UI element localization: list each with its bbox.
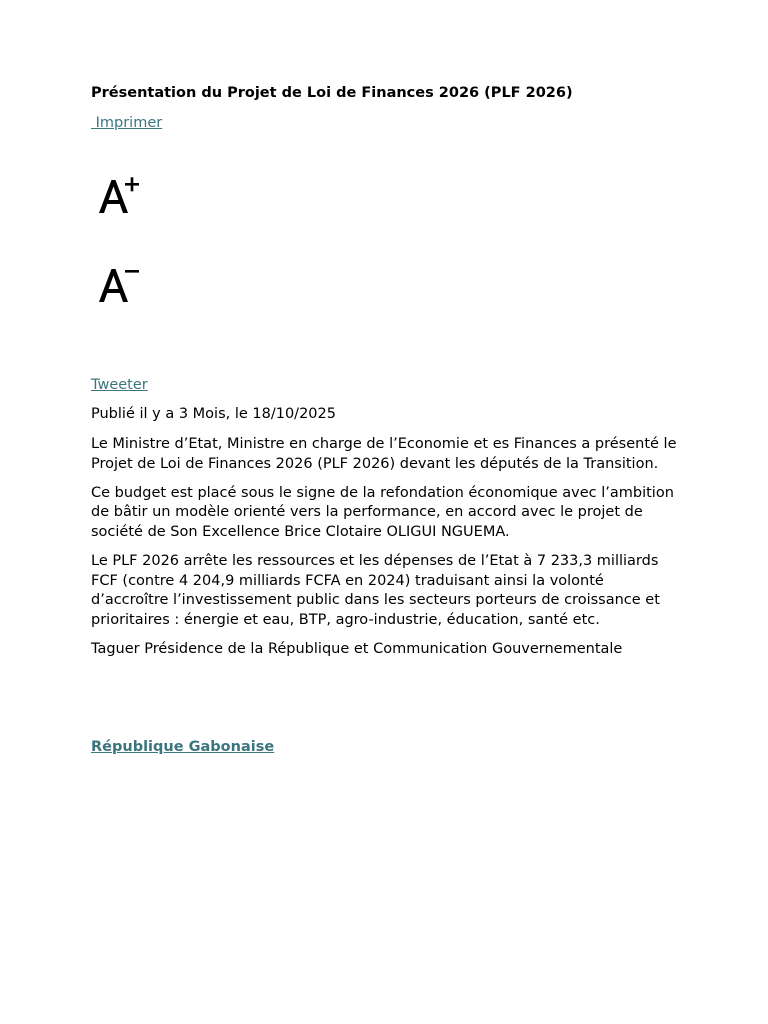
print-link[interactable]: Imprimer xyxy=(91,115,163,131)
tweet-link[interactable]: Tweeter xyxy=(91,377,148,393)
tags-line: Taguer Présidence de la République et Communication Gouvernementale xyxy=(91,641,623,658)
font-decrease-icon[interactable] xyxy=(96,262,142,308)
paragraph: Le PLF 2026 arrête les ressources et les dépenses de l’Etat à 7 233,3 milliards FCF (contre 4 204,9 milliards FCFA en 2024) traduisant ainsi la volonté d’accroître l’investissement public dans les secteurs porteurs de croissance et prioritaires : énergie et eau, BTP, agro-industrie, éducation, santé etc. xyxy=(91,553,660,628)
published-date: Publié il y a 3 Mois, le 18/10/2025 xyxy=(91,406,336,422)
paragraph: Le Ministre d’Etat, Ministre en charge de l’Economie et es Finances a présenté le Projet de Loi de Finances 2026 (PLF 2026) devant les députés de la Transition. xyxy=(91,436,677,472)
footer-home-link[interactable]: République Gabonaise xyxy=(91,739,275,755)
article-body xyxy=(91,435,681,669)
page-title: Présentation du Projet de Loi de Finances 2026 (PLF 2026) xyxy=(91,85,573,101)
paragraph: Ce budget est placé sous le signe de la refondation économique avec l’ambition de bâtir un modèle orienté vers la performance, en accord avec le projet de société de Son Excellence Brice Clotaire OLIGUI NGUEMA. xyxy=(91,484,674,540)
font-increase-icon[interactable] xyxy=(96,173,142,219)
